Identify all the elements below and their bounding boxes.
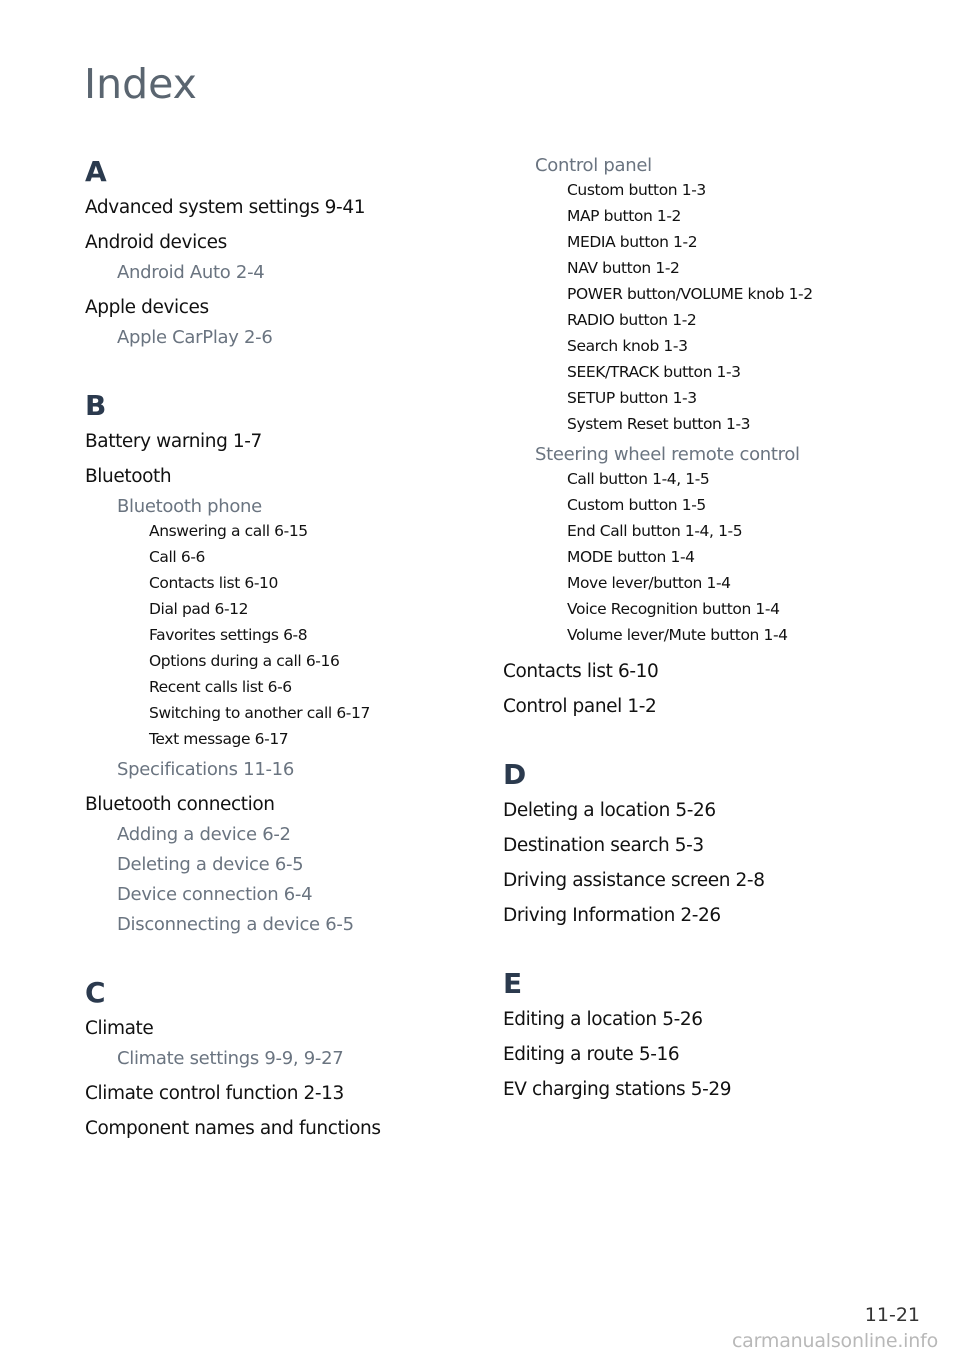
index-entry-level-2: Apple CarPlay 2-6 — [117, 327, 273, 348]
index-entry-level-1: Bluetooth connection — [85, 794, 275, 815]
index-entry-level-2: Disconnecting a device 6-5 — [117, 914, 354, 935]
index-entry-level-3: MEDIA button 1-2 — [567, 233, 698, 251]
index-entry-level-3: SETUP button 1-3 — [567, 389, 697, 407]
index-entry-level-1: Climate control function 2-13 — [85, 1083, 344, 1104]
index-entry-level-3: Call button 1-4, 1-5 — [567, 470, 710, 488]
index-entry-level-3: Contacts list 6-10 — [149, 574, 278, 592]
index-section-letter: E — [503, 967, 523, 1000]
index-entry-level-1: Climate — [85, 1018, 154, 1039]
index-entry-level-3: Voice Recognition button 1-4 — [567, 600, 780, 618]
watermark: carmanualsonline.info — [731, 1330, 938, 1352]
index-entry-level-1: Android devices — [85, 232, 227, 253]
index-entry-level-1: Bluetooth — [85, 466, 172, 487]
index-entry-level-1: Apple devices — [85, 297, 209, 318]
index-entry-level-3: RADIO button 1-2 — [567, 311, 697, 329]
index-entry-level-3: Call 6-6 — [149, 548, 205, 566]
index-entry-level-3: MAP button 1-2 — [567, 207, 682, 225]
index-entry-level-1: Driving assistance screen 2-8 — [503, 870, 765, 891]
index-entry-level-3: Favorites settings 6-8 — [149, 626, 308, 644]
index-entry-level-3: NAV button 1-2 — [567, 259, 680, 277]
index-entry-level-1: Battery warning 1-7 — [85, 431, 262, 452]
page-number: 11-21 — [864, 1304, 920, 1326]
index-entry-level-1: Editing a route 5-16 — [503, 1044, 680, 1065]
page-title: Index — [84, 60, 197, 108]
index-section-letter: D — [503, 758, 527, 791]
index-entry-level-1: Contacts list 6-10 — [503, 661, 659, 682]
index-entry-level-1: Destination search 5-3 — [503, 835, 704, 856]
index-entry-level-2: Android Auto 2-4 — [117, 262, 265, 283]
index-entry-level-1: Control panel 1-2 — [503, 696, 657, 717]
index-entry-level-3: End Call button 1-4, 1-5 — [567, 522, 743, 540]
index-entry-level-3: Options during a call 6-16 — [149, 652, 340, 670]
index-entry-level-1: Advanced system settings 9-41 — [85, 197, 366, 218]
index-entry-level-2: Adding a device 6-2 — [117, 824, 291, 845]
index-section-letter: B — [85, 389, 107, 422]
index-section-letter: C — [85, 976, 106, 1009]
index-entry-level-2: Control panel — [535, 155, 652, 176]
index-entry-level-2: Bluetooth phone — [117, 496, 262, 517]
index-entry-level-1: Driving Information 2-26 — [503, 905, 721, 926]
index-entry-level-3: Recent calls list 6-6 — [149, 678, 292, 696]
index-entry-level-2: Steering wheel remote control — [535, 444, 800, 465]
index-entry-level-3: Custom button 1-3 — [567, 181, 706, 199]
index-entry-level-2: Specifications 11-16 — [117, 759, 294, 780]
index-entry-level-1: EV charging stations 5-29 — [503, 1079, 732, 1100]
index-entry-level-2: Deleting a device 6-5 — [117, 854, 304, 875]
index-entry-level-3: Answering a call 6-15 — [149, 522, 308, 540]
index-entry-level-2: Climate settings 9-9, 9-27 — [117, 1048, 344, 1069]
index-entry-level-3: Custom button 1-5 — [567, 496, 706, 514]
index-entry-level-3: Text message 6-17 — [149, 730, 289, 748]
index-entry-level-3: Dial pad 6-12 — [149, 600, 249, 618]
index-entry-level-1: Editing a location 5-26 — [503, 1009, 703, 1030]
index-entry-level-3: POWER button/VOLUME knob 1-2 — [567, 285, 813, 303]
index-entry-level-3: Move lever/button 1-4 — [567, 574, 731, 592]
index-entry-level-3: MODE button 1-4 — [567, 548, 695, 566]
index-entry-level-2: Device connection 6-4 — [117, 884, 313, 905]
index-entry-level-1: Deleting a location 5-26 — [503, 800, 716, 821]
index-entry-level-3: Search knob 1-3 — [567, 337, 688, 355]
index-entry-level-1: Component names and functions — [85, 1118, 381, 1139]
index-entry-level-3: SEEK/TRACK button 1-3 — [567, 363, 741, 381]
index-entry-level-3: System Reset button 1-3 — [567, 415, 751, 433]
index-section-letter: A — [85, 155, 107, 188]
index-entry-level-3: Volume lever/Mute button 1-4 — [567, 626, 788, 644]
index-entry-level-3: Switching to another call 6-17 — [149, 704, 370, 722]
